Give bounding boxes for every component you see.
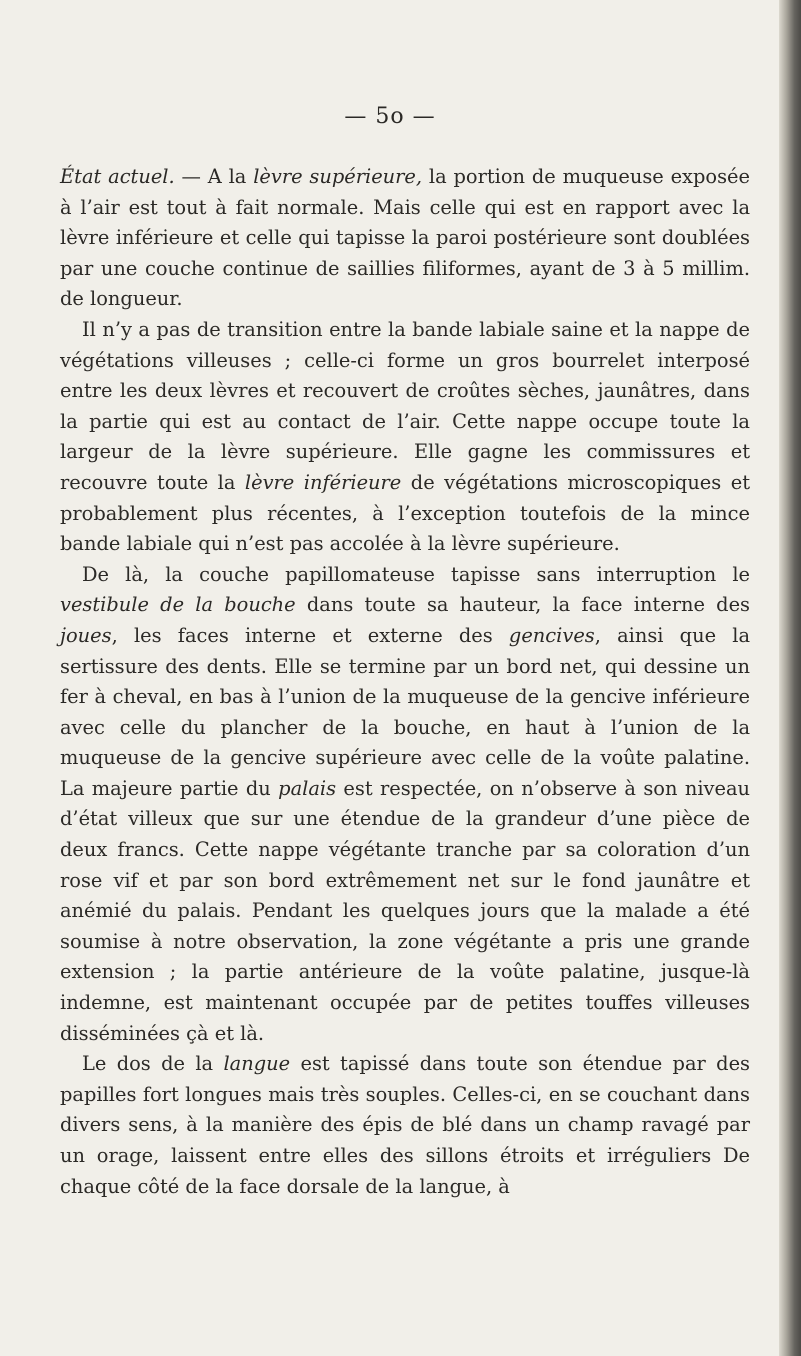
paragraph bbox=[60, 560, 750, 1050]
text-segment: est tapissé dans toute son étendue par des papilles fort longues mais très souples. Celles-ci, en se couchant dans divers sens, à la manière des épis de blé dans un champ ravagé par un orage, laissent entre elles des sillons étroits et irréguliers De chaque côté de la face dorsale de la langue, à bbox=[60, 1052, 750, 1198]
text-segment: Le dos de la bbox=[82, 1052, 224, 1076]
paragraph bbox=[60, 162, 750, 315]
body-text bbox=[60, 162, 750, 1202]
text-segment: État actuel. bbox=[60, 165, 175, 188]
text-segment: langue bbox=[223, 1052, 291, 1076]
text-segment: , les faces interne et externe des bbox=[111, 623, 509, 647]
text-segment: joues bbox=[60, 623, 112, 647]
text-segment: gencives bbox=[508, 623, 595, 647]
text-segment: — A la bbox=[174, 165, 254, 188]
text-segment: palais bbox=[278, 776, 337, 800]
text-segment: vestibule de la bouche bbox=[60, 593, 296, 617]
page-number: — 5o — bbox=[344, 104, 436, 129]
paragraph bbox=[60, 1049, 750, 1202]
text-segment: Il n’y a pas de transition entre la bande labiale saine et la nappe de végétations villeuses ; celle-ci forme un gros bourrelet interposé entre les deux lèvres et recouvert de croûtes sèches, jaunâtres, dans la partie qui est au contact de l’air. Cette nappe occupe toute la largeur de la lèvre supérieure. Elle gagne les commissures et recouvre toute la bbox=[60, 317, 750, 494]
text-segment: de végétations microscopiques et probablement plus récentes, à l’exception toutefois de la mince bande labiale qui n’est pas accolée à la lèvre supérieure. bbox=[60, 470, 750, 556]
page-edge-shadow bbox=[779, 0, 801, 1356]
text-segment: lèvre supérieure, bbox=[253, 165, 423, 188]
text-segment: est respectée, on n’observe à son niveau d’état villeux que sur une étendue de la grandeur d’une pièce de deux francs. Cette nappe végétante tranche par sa coloration d’un rose vif et par son bord extrêmement net sur le fond jaunâtre et anémié du palais. Pendant les quelques jours que la malade a été soumise à notre observation, la zone végétante a pris une grande extension ; la partie antérieure de la voûte palatine, jusque-là indemne, est maintenant occupée par de petites touffes villeuses disséminées çà et là. bbox=[60, 776, 750, 1045]
paragraph bbox=[60, 315, 750, 560]
text-segment: la portion de muqueuse exposée à l’air est tout à fait normale. Mais celle qui est en rapport avec la lèvre inférieure et celle qui tapisse la paroi postérieure sont doublées par une couche continue de saillies filiformes, ayant de 3 à 5 millim. de longueur. bbox=[60, 165, 750, 311]
text-segment: lèvre inférieure bbox=[244, 470, 402, 494]
text-segment: dans toute sa hauteur, la face interne des bbox=[295, 593, 750, 617]
text-segment: , ainsi que la sertissure des dents. Elle se termine par un bord net, qui dessine un fer à cheval, en bas à l’union de la muqueuse de la gencive inférieure avec celle du plancher de la bouche, en haut à l’union de la muqueuse de la gencive supérieure avec celle de la voûte palatine. La majeure partie du bbox=[60, 623, 751, 800]
text-segment: De là, la couche papillomateuse tapisse sans interruption le bbox=[82, 562, 750, 586]
